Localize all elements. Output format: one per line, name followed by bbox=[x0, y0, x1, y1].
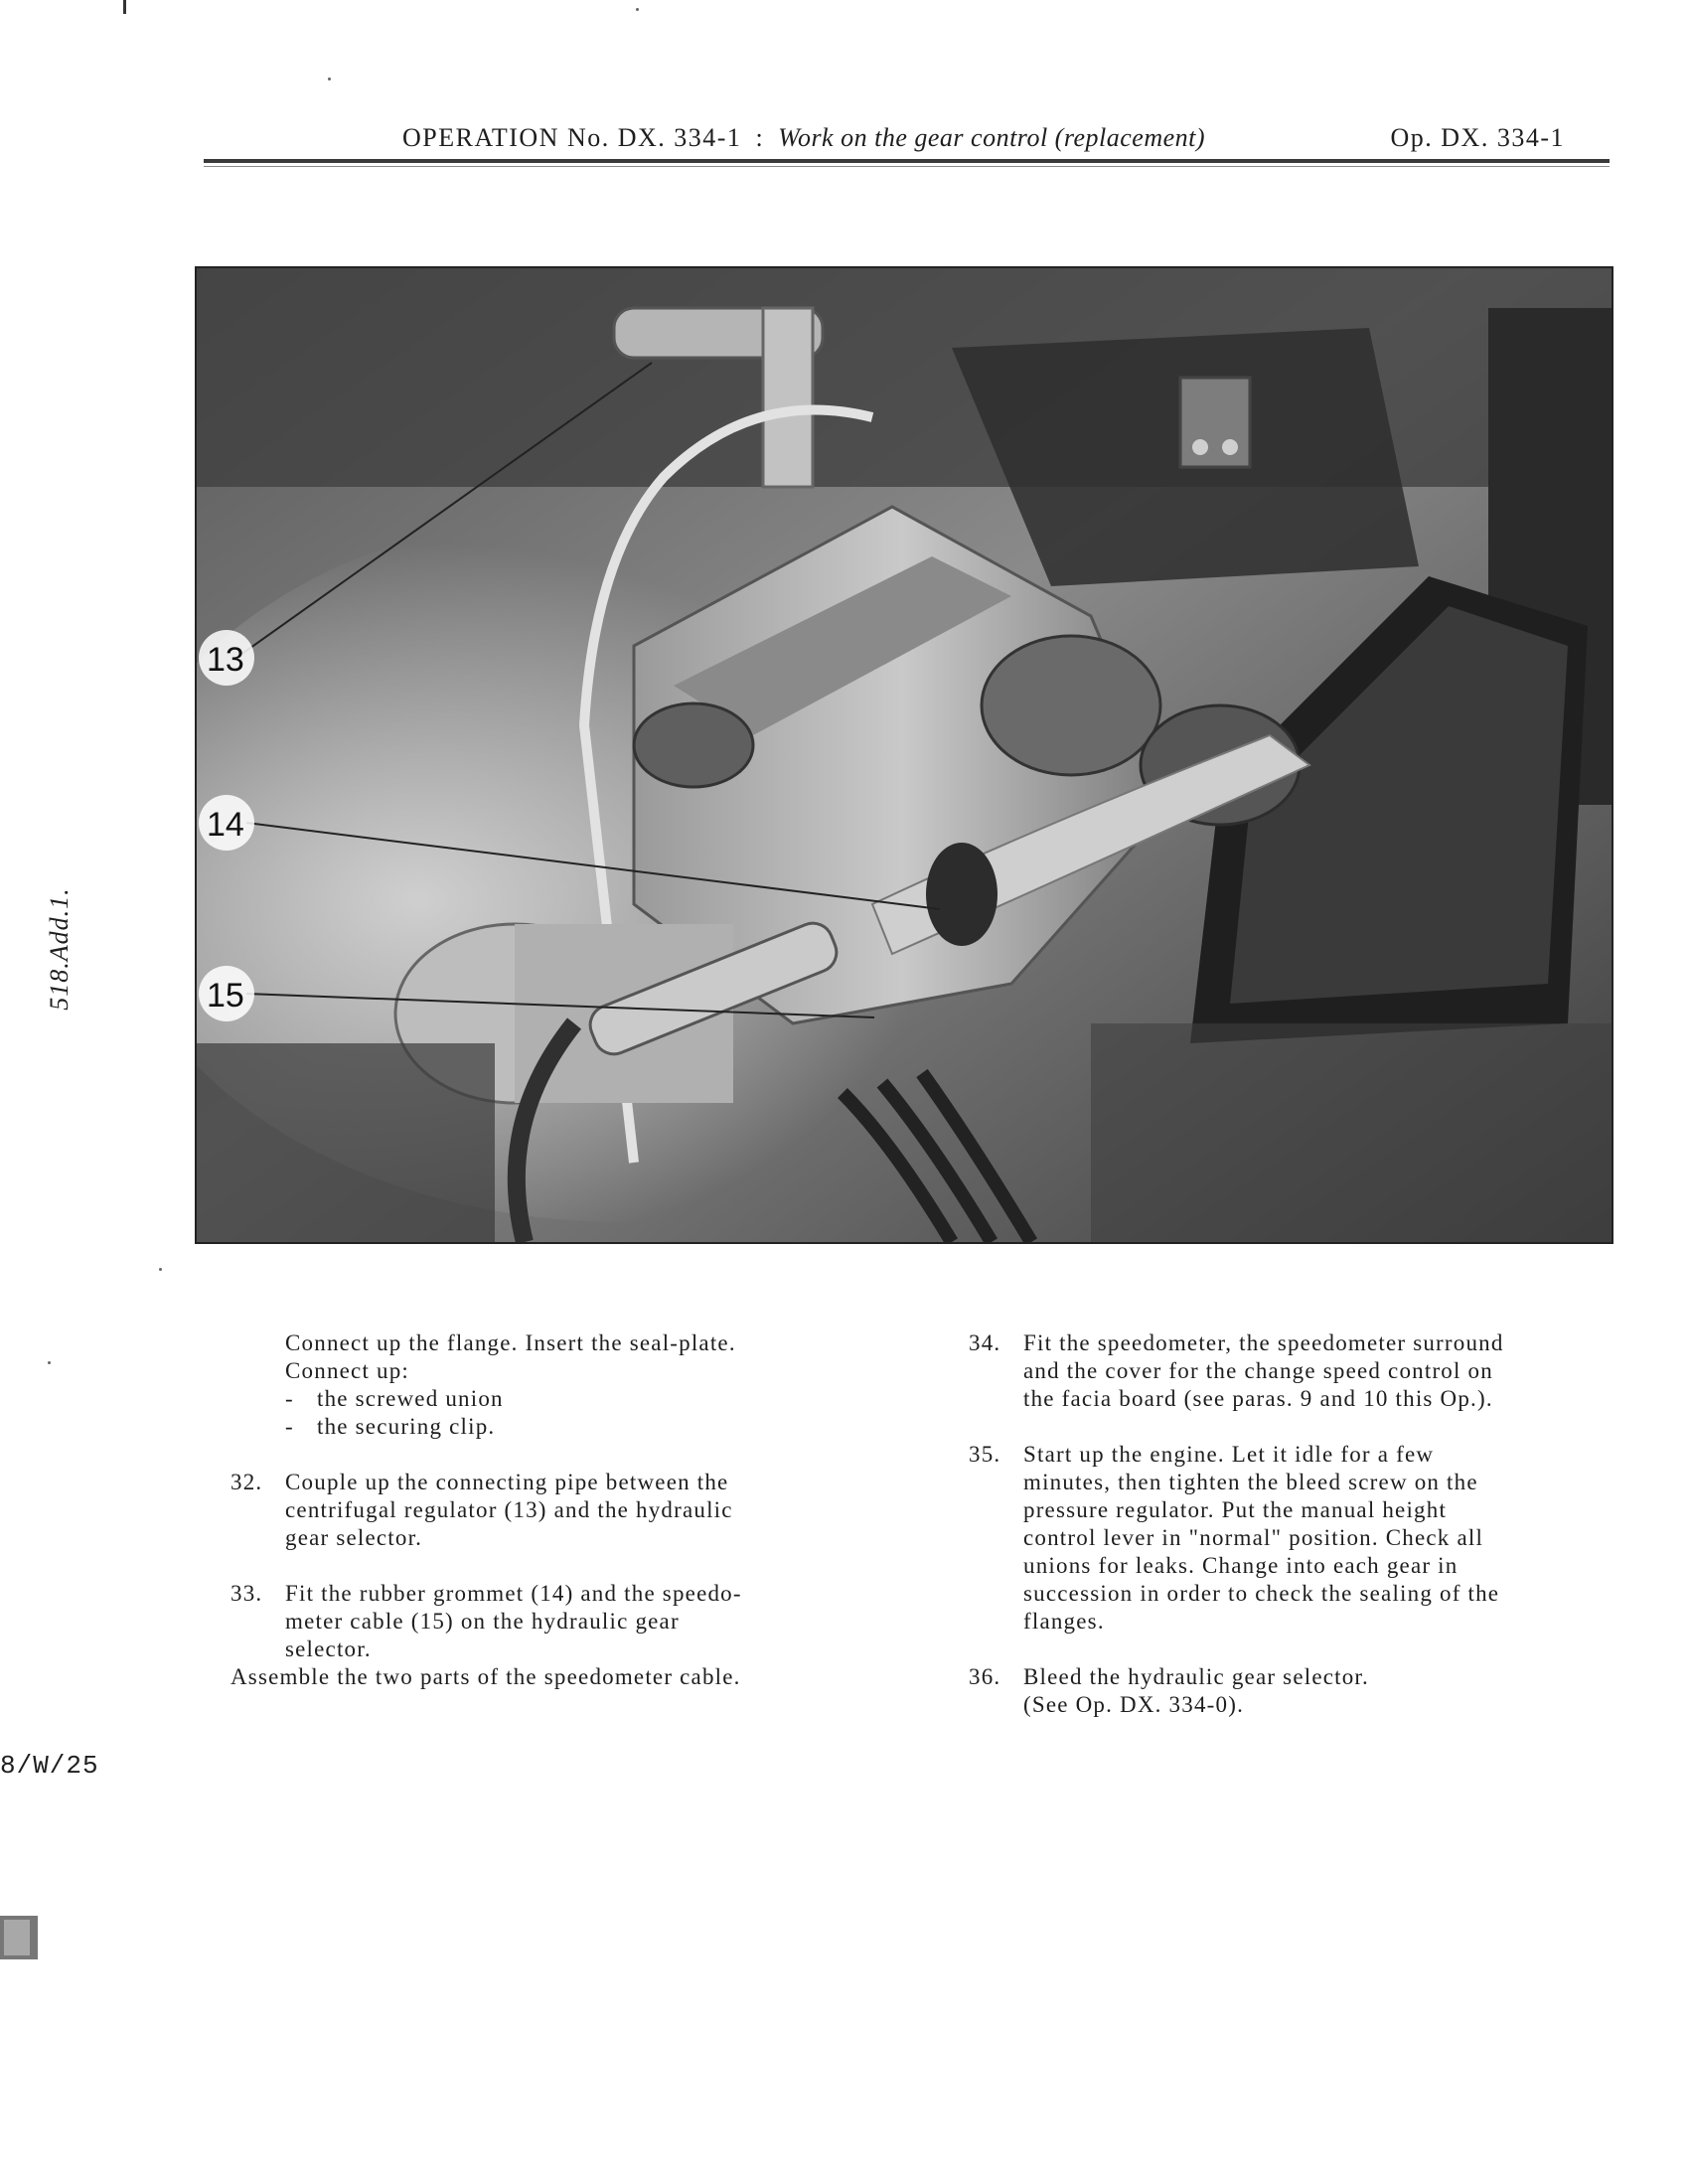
corner-scan-mark bbox=[0, 1916, 38, 1959]
closing-line: Assemble the two parts of the speedometer cable. bbox=[230, 1664, 741, 1689]
step-line: succession in order to check the sealing of the bbox=[1023, 1581, 1500, 1606]
bullet-item bbox=[285, 1385, 866, 1413]
scan-speck bbox=[159, 1268, 162, 1271]
step-33 bbox=[230, 1580, 866, 1663]
step-32 bbox=[230, 1469, 866, 1552]
header-rule bbox=[204, 159, 1610, 163]
step-line: minutes, then tighten the bleed screw on the bbox=[1023, 1470, 1478, 1494]
step-line: selector. bbox=[285, 1637, 372, 1661]
step-number: 36. bbox=[969, 1664, 1001, 1689]
callout-14: 14 bbox=[207, 806, 244, 844]
step-34 bbox=[969, 1329, 1624, 1413]
side-note bbox=[30, 874, 89, 1023]
scan-speck bbox=[328, 78, 331, 80]
step-line: Fit the speedometer, the speedometer surround bbox=[1023, 1330, 1504, 1355]
step-line: Couple up the connecting pipe between the bbox=[285, 1470, 729, 1494]
scan-speck bbox=[636, 8, 639, 11]
header-left bbox=[402, 123, 1205, 153]
intro-line-1: Connect up the flange. Insert the seal-plate. bbox=[285, 1330, 736, 1355]
step-line: Fit the rubber grommet (14) and the speedo- bbox=[285, 1581, 742, 1606]
step-number: 32. bbox=[230, 1470, 263, 1494]
bullet-mark: - bbox=[285, 1386, 294, 1411]
callout-13: 13 bbox=[207, 641, 244, 679]
intro-line-2: Connect up: bbox=[285, 1358, 409, 1383]
step-line: unions for leaks. Change into each gear in bbox=[1023, 1553, 1459, 1578]
intro-paragraph bbox=[230, 1329, 866, 1441]
step-line: the facia board (see paras. 9 and 10 this Op.). bbox=[1023, 1386, 1493, 1411]
bullet-text: the securing clip. bbox=[317, 1414, 496, 1439]
bullet-item bbox=[285, 1413, 866, 1441]
step-line: meter cable (15) on the hydraulic gear bbox=[285, 1609, 680, 1634]
engine-photo bbox=[195, 266, 1613, 1244]
bullet-mark: - bbox=[285, 1414, 294, 1439]
footer-code: 8/W/25 bbox=[0, 1751, 99, 1781]
step-line: pressure regulator. Put the manual height bbox=[1023, 1497, 1448, 1522]
step-35 bbox=[969, 1441, 1624, 1636]
step-line: control lever in "normal" position. Check all bbox=[1023, 1525, 1484, 1550]
step-number: 33. bbox=[230, 1581, 263, 1606]
operation-reference: Op. DX. 334-1 bbox=[1390, 123, 1565, 152]
bullet-text: the screwed union bbox=[317, 1386, 504, 1411]
step-line: flanges. bbox=[1023, 1609, 1105, 1634]
left-column bbox=[230, 1329, 866, 1691]
header-rule-thin bbox=[204, 166, 1610, 167]
operation-number: OPERATION No. DX. 334-1 bbox=[402, 123, 742, 152]
operation-title: Work on the gear control (replacement) bbox=[778, 123, 1206, 152]
page-header bbox=[204, 117, 1610, 161]
callout-15: 15 bbox=[207, 977, 244, 1014]
scan-mark bbox=[123, 0, 126, 14]
scan-speck bbox=[48, 1361, 51, 1364]
right-column bbox=[969, 1329, 1624, 1747]
step-line: Start up the engine. Let it idle for a few bbox=[1023, 1442, 1435, 1467]
engine-photo-drawing bbox=[197, 268, 1612, 1242]
step-line: gear selector. bbox=[285, 1525, 423, 1550]
step-line: and the cover for the change speed control on bbox=[1023, 1358, 1493, 1383]
side-note-text: 518.Add.1. bbox=[45, 887, 74, 1011]
step-line: Bleed the hydraulic gear selector. bbox=[1023, 1664, 1369, 1689]
header-separator: : bbox=[755, 123, 765, 152]
step-number: 34. bbox=[969, 1330, 1001, 1355]
step-line: centrifugal regulator (13) and the hydraulic bbox=[285, 1497, 733, 1522]
step-line: (See Op. DX. 334-0). bbox=[1023, 1692, 1245, 1717]
step-number: 35. bbox=[969, 1442, 1001, 1467]
step-36 bbox=[969, 1663, 1624, 1719]
